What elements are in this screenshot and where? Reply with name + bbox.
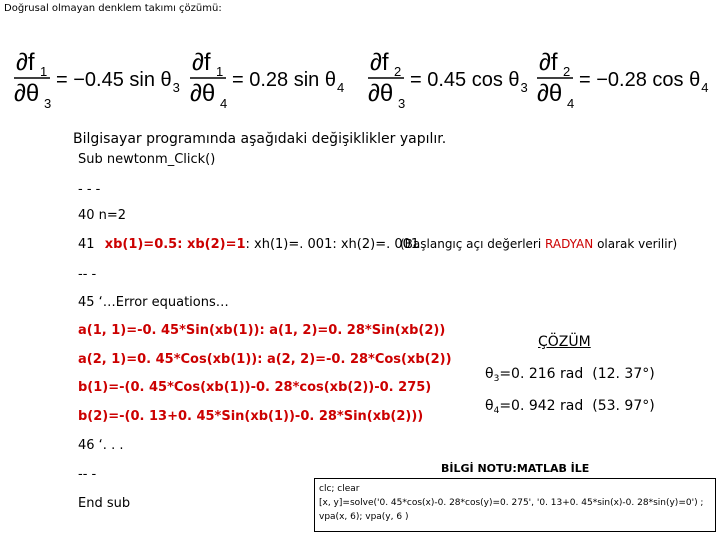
denominator-subscript: 4 xyxy=(220,96,228,111)
code-sub-line: Sub newtonm_Click() xyxy=(78,152,216,167)
numerator-subscript: 2 xyxy=(394,64,402,79)
code-red-line-1: a(1, 1)=-0. 45*Sin(xb(1)): a(1, 2)=0. 28*Sin(xb(2)) xyxy=(78,323,446,338)
theta3-value: =0. 216 rad xyxy=(499,366,584,382)
equation-rhs: = 0.28 sin θ xyxy=(232,69,336,91)
code-line-40: 40 n=2 xyxy=(78,208,127,223)
start-values-note xyxy=(400,237,677,251)
note-prefix: (Başlangıç açı değerleri xyxy=(400,237,546,251)
equation-rhs: = 0.45 cos θ xyxy=(410,69,520,91)
numerator-text: ∂f xyxy=(370,49,389,76)
partial-derivative-equations xyxy=(0,38,720,118)
page-title: Doğrusal olmayan denklem takımı çözümü: xyxy=(4,3,222,14)
matlab-note-title: BİLGİ NOTU:MATLAB İLE xyxy=(441,462,590,475)
denominator-text: ∂θ xyxy=(368,80,394,107)
code-red-line-2: a(2, 1)=0. 45*Cos(xb(1)): a(2, 2)=-0. 28*Cos(xb(2)) xyxy=(78,352,452,367)
rhs-subscript: 4 xyxy=(701,80,709,95)
code-line-46: 46 ‘. . . xyxy=(78,438,124,453)
matlab-code-box xyxy=(314,478,716,532)
theta-symbol: θ xyxy=(485,398,494,414)
equation-rhs: = −0.28 cos θ xyxy=(579,69,701,91)
matlab-line-1: clc; clear xyxy=(319,484,360,494)
start-values-highlight: xb(1)=0.5: xb(2)=1 xyxy=(104,237,246,252)
code-dots: -- - xyxy=(78,267,97,282)
denominator-subscript: 3 xyxy=(44,96,52,111)
theta-symbol: θ xyxy=(485,366,494,382)
rhs-subscript: 4 xyxy=(336,80,345,95)
numerator-text: ∂f xyxy=(192,49,211,76)
solution-theta4 xyxy=(485,398,655,416)
code-red-line-4: b(2)=-(0. 13+0. 45*Sin(xb(1))-0. 28*Sin(xb(2))) xyxy=(78,409,424,424)
denominator-text: ∂θ xyxy=(537,80,563,107)
line-number: 41 xyxy=(78,237,95,252)
matlab-line-2: [x, y]=solve('0. 45*cos(x)-0. 28*cos(y)=0. 275', '0. 13+0. 45*sin(x)-0. 28*sin(y)=0') ; xyxy=(319,498,704,508)
equation-rhs: = −0.45 sin θ xyxy=(56,69,172,91)
code-line-41 xyxy=(78,237,419,252)
solution-title: ÇÖZÜM xyxy=(538,334,591,350)
theta-subscript: 3 xyxy=(493,374,500,384)
theta3-degrees: (12. 37°) xyxy=(592,366,655,382)
numerator-text: ∂f xyxy=(16,49,35,76)
code-end-sub: End sub xyxy=(78,496,131,511)
numerator-subscript: 2 xyxy=(563,64,571,79)
numerator-subscript: 1 xyxy=(40,64,48,79)
numerator-text: ∂f xyxy=(539,49,558,76)
note-suffix: olarak verilir) xyxy=(593,237,678,251)
code-dots: -- - xyxy=(78,467,97,482)
solution-theta3 xyxy=(485,366,655,384)
code-line-45: 45 ‘…Error equations… xyxy=(78,295,229,310)
theta-subscript: 4 xyxy=(493,406,500,416)
numerator-subscript: 1 xyxy=(216,64,224,79)
note-radyan: RADYAN xyxy=(545,237,594,251)
denominator-text: ∂θ xyxy=(190,80,216,107)
theta4-degrees: (53. 97°) xyxy=(592,398,655,414)
rhs-subscript: 3 xyxy=(520,80,528,95)
matlab-line-3: vpa(x, 6); vpa(y, 6 ) xyxy=(319,512,409,522)
step-values: : xh(1)=. 001: xh(2)=. 001 xyxy=(245,237,420,252)
code-dots: - - - xyxy=(78,182,101,197)
rhs-subscript: 3 xyxy=(172,80,180,95)
intro-text: Bilgisayar programında aşağıdaki değişiklikler yapılır. xyxy=(73,131,447,147)
code-red-line-3: b(1)=-(0. 45*Cos(xb(1))-0. 28*cos(xb(2))-0. 275) xyxy=(78,380,432,395)
denominator-subscript: 4 xyxy=(567,96,575,111)
theta4-value: =0. 942 rad xyxy=(499,398,584,414)
denominator-text: ∂θ xyxy=(14,80,40,107)
denominator-subscript: 3 xyxy=(398,96,406,111)
